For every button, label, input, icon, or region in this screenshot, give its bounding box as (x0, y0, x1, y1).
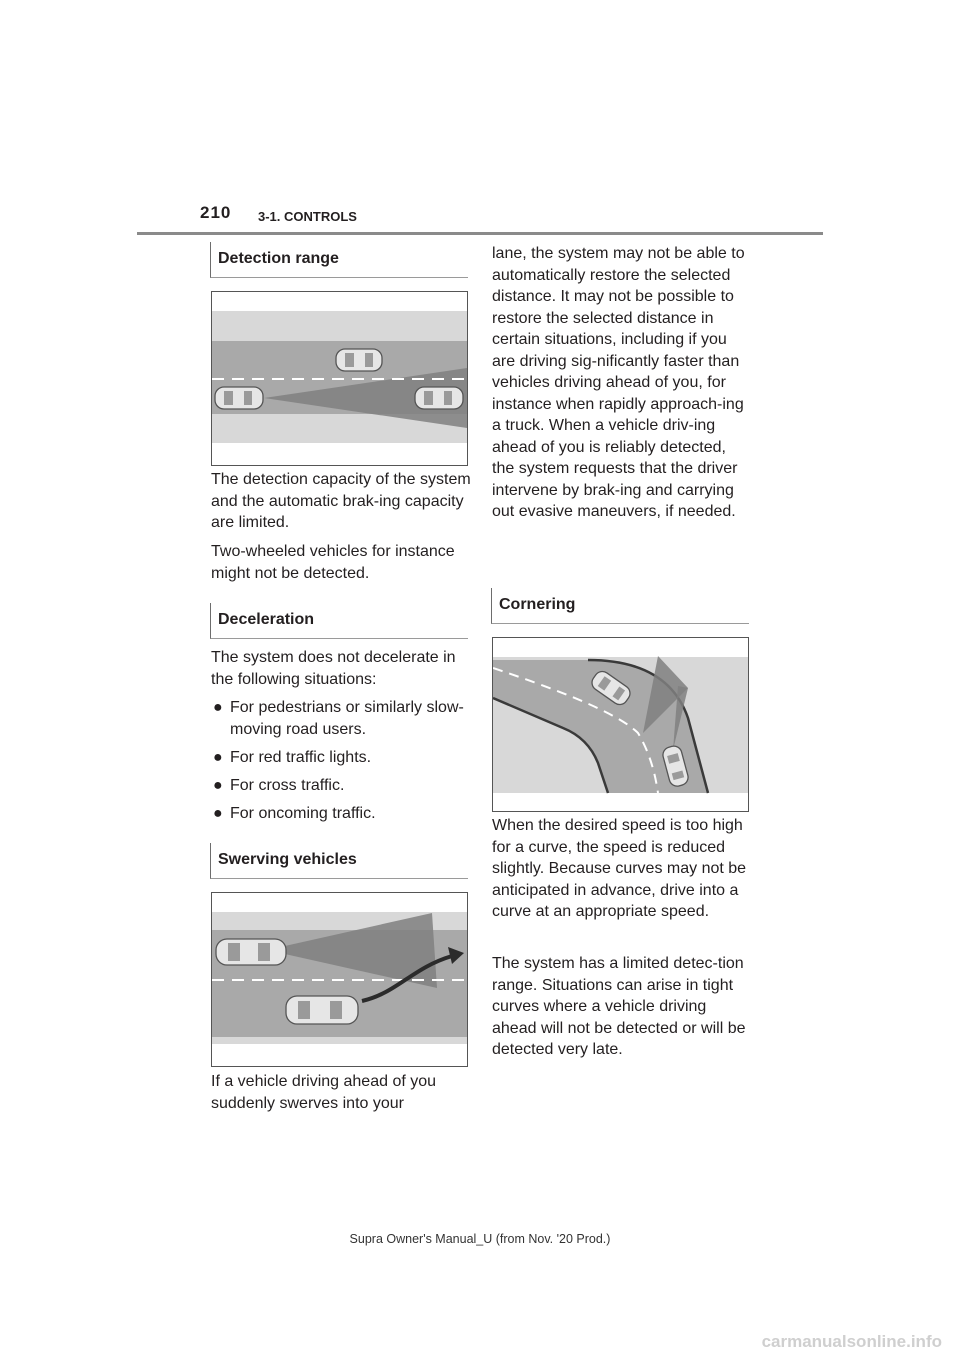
deceleration-intro: The system does not decelerate in the following situations: (211, 649, 456, 688)
bullet-icon: ● (213, 749, 223, 766)
bullet-item (213, 697, 473, 740)
section-title: 3-1. CONTROLS (258, 209, 357, 224)
bullet-text: For oncoming traffic. (230, 805, 376, 822)
bullet-icon: ● (213, 699, 223, 716)
car-far-icon (415, 387, 463, 409)
bullet-item (213, 747, 473, 769)
bullet-icon: ● (213, 777, 223, 794)
heading-swerving-vehicles: Swerving vehicles (210, 843, 468, 879)
swerving-paragraph-1: If a vehicle driving ahead of you suddenly swerves into your (211, 1073, 437, 1112)
figure-swerving-vehicles (211, 892, 468, 1067)
footer-text: Supra Owner's Manual_U (from Nov. '20 Prod.) (349, 1232, 611, 1246)
detection-paragraph-2: Two-wheeled vehicles for instance might not be detected. (211, 543, 455, 582)
own-car-icon (215, 387, 263, 409)
bullet-text: For red traffic lights. (230, 749, 372, 766)
bullet-icon: ● (213, 805, 223, 822)
heading-cornering: Cornering (491, 588, 749, 624)
figure-detection-range (211, 291, 468, 466)
detection-paragraph-1: The detection capacity of the system and the automatic brak-ing capacity are limited. (211, 471, 471, 531)
own-car-icon (216, 939, 286, 965)
page-number: 210 (200, 203, 232, 222)
watermark: carmanualsonline.info (761, 1332, 942, 1351)
car-ahead-icon (336, 349, 382, 371)
bullet-item (213, 803, 473, 825)
figure-cornering (492, 637, 749, 812)
header-rule (137, 232, 823, 235)
heading-detection-range: Detection range (210, 242, 468, 278)
bullet-text: For pedestrians or similarly slow-moving road users. (230, 699, 464, 738)
heading-deceleration: Deceleration (210, 603, 468, 639)
swerving-paragraph-continued: lane, the system may not be able to automatically restore the selected distance. It may not be possible to restore the selected distance in certain situations, including if you are driving sig-nificantly faster than vehicles driving ahead of you, for instance when rapidly approach-ing a truck. When a vehicle driv-ing ahead of you is reliably detected, the system requests that the driver intervene by brak-ing and carrying out evasive maneuvers, if needed. (492, 245, 745, 520)
cornering-paragraph-2: The system has a limited detec-tion range. Situations can arise in tight curves where a vehicle driving ahead will not be detected or will be detected very late. (492, 955, 746, 1058)
bullet-text: For cross traffic. (230, 777, 345, 794)
cornering-paragraph-1: When the desired speed is too high for a curve, the speed is reduced slightly. Because curves may not be anticipated in advance, drive into a curve at an appropriate speed. (492, 817, 747, 920)
bullet-item (213, 775, 473, 797)
swerving-car-icon (286, 996, 358, 1024)
